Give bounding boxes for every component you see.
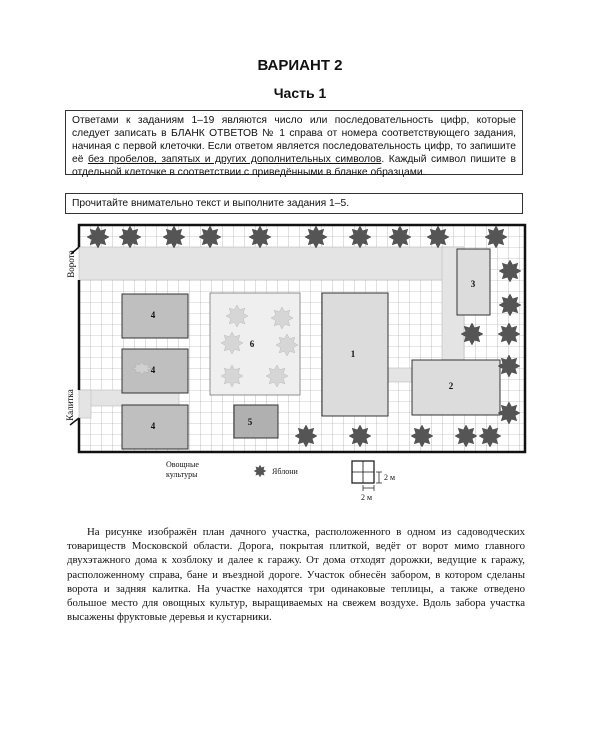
apple-tree-icon	[498, 355, 520, 377]
apple-tree-icon	[498, 323, 520, 345]
apple-tree-icon	[499, 294, 521, 316]
legend-vegetables-line1: Овощные	[166, 460, 199, 469]
apple-tree-icon	[455, 425, 477, 447]
garage-number: 2	[448, 381, 454, 391]
vegetable-icon	[221, 365, 243, 387]
instructions-text: Ответами к заданиям 1–19 являются число или последовательность цифр, которые следует записать в БЛАНК ОТВЕТОВ № 1 справа от номера соответствующего задания, начиная с первой клеточки. Если ответом является последовательность цифр, то запишите её	[72, 115, 516, 165]
legend-apple-trees: Яблони	[272, 467, 298, 476]
apple-tree-icon	[295, 425, 317, 447]
gate-label: Ворота	[66, 250, 76, 278]
shed-number: 3	[470, 279, 476, 289]
apple-tree-icon	[87, 226, 109, 248]
instructions-box	[65, 110, 523, 178]
vegetable-icon	[226, 305, 248, 327]
garage	[412, 360, 500, 415]
legend-vegetables-line2: культуры	[166, 470, 198, 479]
apple-tree-icon	[349, 226, 371, 248]
instructions-underlined: без пробелов, запятых и других дополнительных символов	[87, 154, 382, 165]
wicket-label: Калитка	[65, 389, 75, 421]
task-note-box	[65, 193, 523, 214]
variant-title: ВАРИАНТ 2	[257, 57, 343, 74]
task-note: Прочитайте внимательно текст и выполните задания 1–5.	[72, 198, 350, 209]
vegetable-icon	[271, 307, 293, 329]
greenhouse-number: 4	[150, 421, 156, 431]
scale-vertical: 2 м	[384, 473, 396, 482]
part-title: Часть 1	[273, 85, 327, 101]
apple-tree-icon	[119, 226, 141, 248]
vegetable-bed-number: 6	[249, 339, 255, 349]
apple-tree-icon	[498, 402, 520, 424]
apple-tree-icon	[485, 226, 507, 248]
house-number: 1	[350, 349, 356, 359]
greenhouse-number: 4	[150, 310, 156, 320]
apple-legend-icon	[254, 465, 266, 477]
apple-tree-icon	[461, 323, 483, 345]
description-paragraph: На рисунке изображён план дачного участка, расположенного в одном из садоводческих товариществ Московской области. Дорога, покрытая плиткой, ведёт от ворот мимо главного двухэтажного дома к хозблоку и далее к гаражу. От дома отходят дорожки, ведущие к гаражу, расположенному справа, бане и въездной дороге. Участок обнесён забором, в котором сделаны ворота и задняя калитка. На участке находятся три одинаковые теплицы, а также отведено большое место для овощных культур, выращиваемых на свежем воздухе. Вдоль забора участка высажены фруктовые деревья и кустарники.	[67, 526, 525, 624]
scale-horizontal: 2 м	[361, 493, 373, 502]
apple-tree-icon	[249, 226, 271, 248]
vegetable-icon	[276, 334, 298, 356]
apple-tree-icon	[163, 226, 185, 248]
apple-tree-icon	[389, 226, 411, 248]
site-plan	[60, 218, 540, 508]
apple-tree-icon	[349, 425, 371, 447]
apple-tree-icon	[499, 260, 521, 282]
bath-number: 5	[247, 417, 253, 427]
bath	[234, 405, 278, 438]
instructions-text-end: . Каждый символ пишите в отдельной клеточке в соответствии с приведёнными в бланке образцами.	[72, 154, 516, 178]
apple-tree-icon	[427, 226, 449, 248]
greenhouse-number: 4	[150, 365, 156, 375]
apple-tree-icon	[199, 226, 221, 248]
vegetable-icon	[266, 365, 288, 387]
apple-tree-icon	[305, 226, 327, 248]
apple-tree-icon	[411, 425, 433, 447]
apple-tree-icon	[479, 425, 501, 447]
vegetable-icon	[221, 332, 243, 354]
vegetable-legend-icon	[132, 362, 152, 374]
